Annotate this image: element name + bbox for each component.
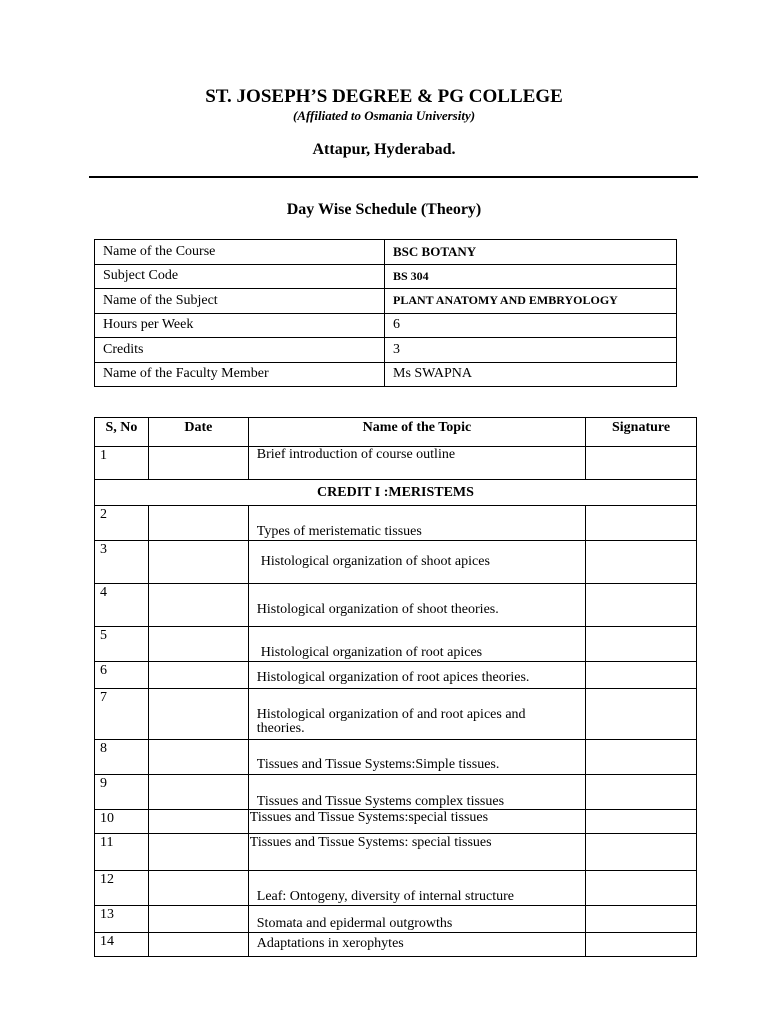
row-sno: 8	[95, 740, 149, 775]
topic-text: Brief introduction of course outline	[256, 447, 456, 462]
info-value: Ms SWAPNA	[385, 362, 677, 387]
row-date	[148, 834, 248, 871]
row-sno: 11	[95, 834, 149, 871]
course-info-table	[94, 239, 677, 387]
info-value: 6	[385, 313, 677, 338]
row-date	[148, 584, 248, 627]
row-signature	[586, 740, 697, 775]
row-signature	[586, 627, 697, 662]
row-signature	[586, 689, 697, 740]
row-topic	[248, 584, 585, 627]
row-topic	[248, 933, 585, 957]
table-row	[95, 834, 697, 871]
row-sno: 14	[95, 933, 149, 957]
affiliation: (Affiliated to Osmania University)	[292, 108, 476, 123]
row-topic	[248, 662, 585, 689]
row-date	[148, 541, 248, 584]
table-row	[95, 541, 697, 584]
row-signature	[586, 906, 697, 933]
topic-text: Types of meristematic tissues	[256, 524, 422, 539]
row-signature	[586, 584, 697, 627]
info-label: Name of the Subject	[95, 289, 385, 314]
info-label: Credits	[95, 338, 385, 363]
row-signature	[586, 834, 697, 871]
info-row-credits	[95, 338, 677, 363]
topic-text: Tissues and Tissue Systems complex tissues	[256, 794, 505, 809]
row-date	[148, 871, 248, 906]
topic-text: Histological organization of root apices	[260, 645, 483, 660]
topic-text: Histological organization of shoot apices	[260, 554, 490, 569]
row-topic	[248, 871, 585, 906]
topic-text: Tissues and Tissue Systems: special tissues	[249, 835, 492, 850]
row-date	[148, 775, 248, 810]
row-signature	[586, 662, 697, 689]
credit-heading-row	[95, 480, 697, 506]
info-row-subject-name	[95, 289, 677, 314]
table-row	[95, 810, 697, 834]
row-sno: 1	[95, 447, 149, 480]
row-sno: 3	[95, 541, 149, 584]
row-date	[148, 662, 248, 689]
row-date	[148, 810, 248, 834]
info-value: 3	[385, 338, 677, 363]
info-row-course	[95, 240, 677, 265]
info-row-hours	[95, 313, 677, 338]
row-topic	[248, 810, 585, 834]
table-row	[95, 689, 697, 740]
row-date	[148, 689, 248, 740]
document-title: Day Wise Schedule (Theory)	[286, 201, 482, 218]
table-row	[95, 447, 697, 480]
topic-text: Stomata and epidermal outgrowths	[256, 916, 453, 931]
row-sno: 10	[95, 810, 149, 834]
row-sno: 2	[95, 506, 149, 541]
row-topic	[248, 834, 585, 871]
header-divider	[89, 176, 698, 178]
row-sno: 4	[95, 584, 149, 627]
info-value: BS 304	[385, 264, 677, 289]
row-signature	[586, 871, 697, 906]
row-sno: 12	[95, 871, 149, 906]
info-value: BSC BOTANY	[385, 240, 677, 265]
credit-heading: CREDIT I :MERISTEMS	[95, 480, 697, 506]
info-label: Name of the Course	[95, 240, 385, 265]
table-row	[95, 933, 697, 957]
info-row-subject-code	[95, 264, 677, 289]
schedule-table	[94, 417, 697, 957]
row-topic	[248, 689, 585, 740]
header-topic: Name of the Topic	[248, 418, 585, 447]
row-topic	[248, 906, 585, 933]
table-row	[95, 775, 697, 810]
table-row	[95, 584, 697, 627]
info-row-faculty	[95, 362, 677, 387]
topic-text: Histological organization of shoot theories.	[256, 602, 499, 617]
table-row	[95, 740, 697, 775]
row-topic	[248, 541, 585, 584]
info-value: PLANT ANATOMY AND EMBRYOLOGY	[385, 289, 677, 314]
table-row	[95, 871, 697, 906]
row-sno: 5	[95, 627, 149, 662]
row-date	[148, 506, 248, 541]
row-signature	[586, 506, 697, 541]
row-sno: 13	[95, 906, 149, 933]
header-date: Date	[148, 418, 248, 447]
table-row	[95, 627, 697, 662]
table-row	[95, 662, 697, 689]
topic-text: Histological organization of and root apices and theories.	[256, 707, 526, 736]
info-label: Name of the Faculty Member	[95, 362, 385, 387]
info-label: Hours per Week	[95, 313, 385, 338]
header-signature: Signature	[586, 418, 697, 447]
row-topic	[248, 447, 585, 480]
row-topic	[248, 740, 585, 775]
row-sno: 7	[95, 689, 149, 740]
row-sno: 6	[95, 662, 149, 689]
topic-text: Leaf: Ontogeny, diversity of internal structure	[256, 889, 514, 904]
topic-text: Adaptations in xerophytes	[256, 936, 404, 951]
row-signature	[586, 541, 697, 584]
row-topic	[248, 627, 585, 662]
row-date	[148, 740, 248, 775]
row-signature	[586, 933, 697, 957]
topic-text: Tissues and Tissue Systems:special tissues	[249, 810, 489, 825]
table-row	[95, 906, 697, 933]
row-date	[148, 627, 248, 662]
info-label: Subject Code	[95, 264, 385, 289]
topic-text: Tissues and Tissue Systems:Simple tissues.	[256, 757, 500, 772]
row-signature	[586, 447, 697, 480]
row-date	[148, 447, 248, 480]
row-topic	[248, 775, 585, 810]
row-topic	[248, 506, 585, 541]
row-date	[148, 933, 248, 957]
header-sno: S, No	[95, 418, 149, 447]
row-signature	[586, 810, 697, 834]
row-signature	[586, 775, 697, 810]
table-row	[95, 506, 697, 541]
schedule-header-row	[95, 418, 697, 447]
college-location: Attapur, Hyderabad.	[312, 141, 456, 158]
row-sno: 9	[95, 775, 149, 810]
college-name: ST. JOSEPH’S DEGREE & PG COLLEGE	[205, 86, 563, 107]
topic-text: Histological organization of root apices theories.	[256, 670, 530, 685]
row-date	[148, 906, 248, 933]
